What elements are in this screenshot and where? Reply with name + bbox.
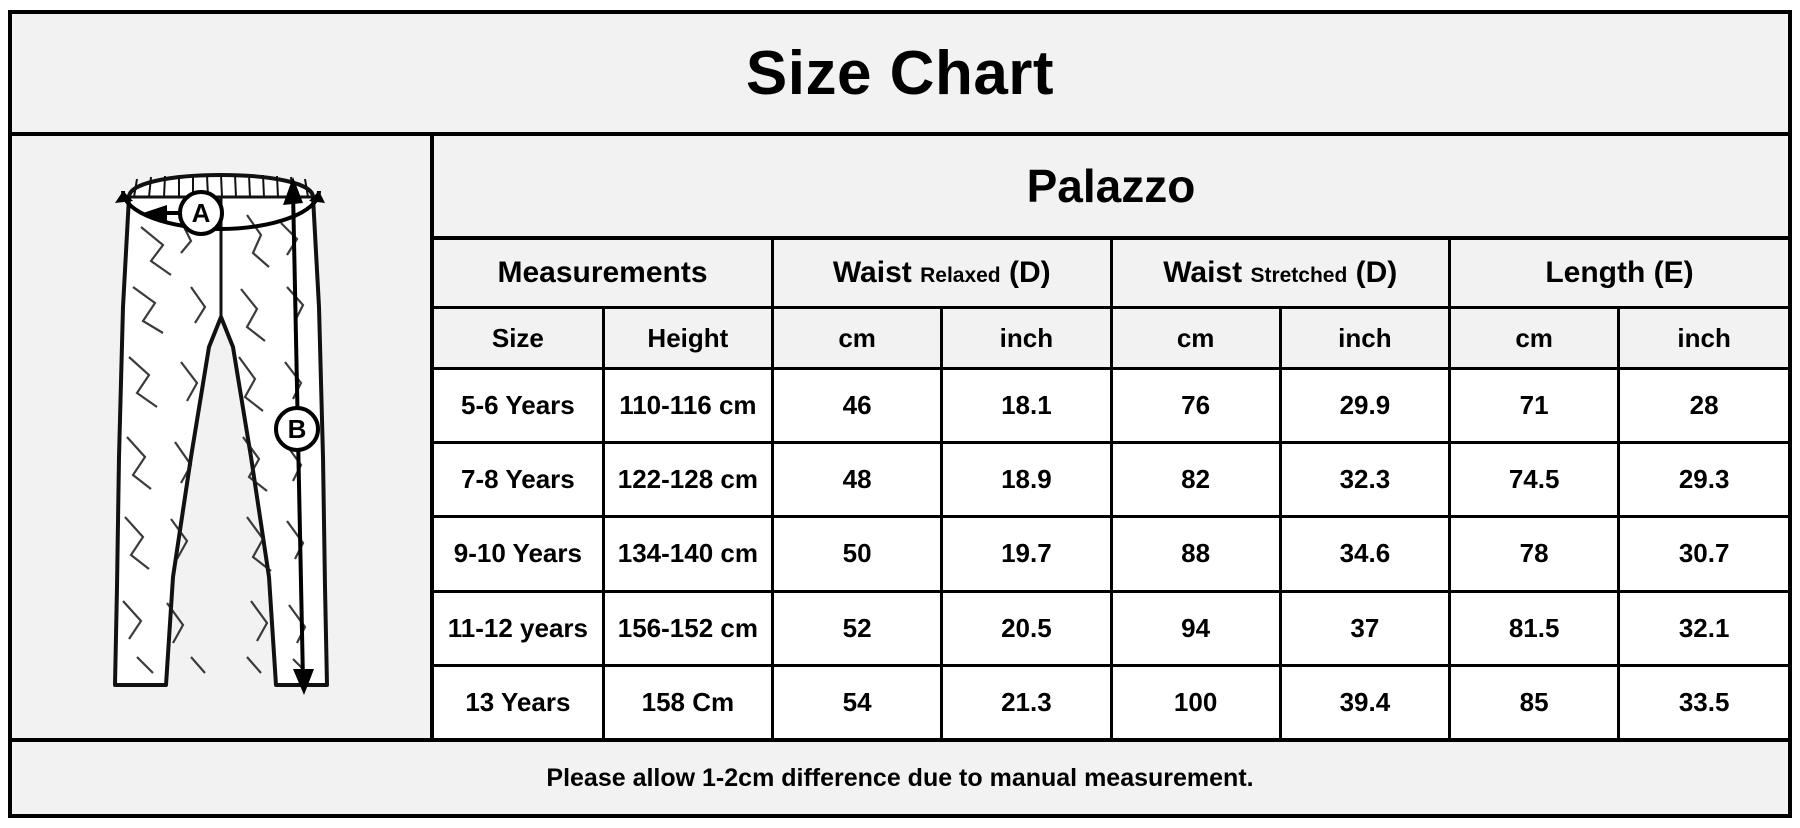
column-header-waist-stretched-inch: inch (1280, 308, 1449, 369)
group-header-length: Length (E) (1450, 240, 1789, 308)
cell-waist-stretched-inch: 37 (1280, 591, 1449, 665)
table-row (434, 517, 1788, 591)
cell-length-cm: 81.5 (1450, 591, 1619, 665)
cell-length-inch: 30.7 (1619, 517, 1788, 591)
group-header-waist-relaxed-main: Waist (832, 256, 912, 289)
chart-body (12, 136, 1788, 738)
cell-waist-stretched-cm: 94 (1111, 591, 1280, 665)
cell-size: 5-6 Years (434, 369, 603, 443)
column-header-length-cm: cm (1450, 308, 1619, 369)
cell-waist-stretched-cm: 100 (1111, 665, 1280, 738)
cell-height: 156-152 cm (603, 591, 772, 665)
table-column-header-row (434, 308, 1788, 369)
column-header-height: Height (603, 308, 772, 369)
cell-waist-relaxed-cm: 48 (773, 443, 942, 517)
marker-a-label: A (191, 198, 211, 228)
column-header-waist-relaxed-cm: cm (773, 308, 942, 369)
cell-height: 158 Cm (603, 665, 772, 738)
cell-length-cm: 71 (1450, 369, 1619, 443)
table-row (434, 369, 1788, 443)
group-header-measurements: Measurements (434, 240, 773, 308)
group-header-waist-stretched (1111, 240, 1450, 308)
group-header-waist-stretched-code: (D) (1355, 256, 1398, 289)
cell-length-inch: 33.5 (1619, 665, 1788, 738)
table-group-header-row (434, 240, 1788, 308)
cell-waist-relaxed-cm: 52 (773, 591, 942, 665)
cell-waist-relaxed-inch: 19.7 (942, 517, 1111, 591)
cell-waist-stretched-inch: 29.9 (1280, 369, 1449, 443)
column-header-length-inch: inch (1619, 308, 1788, 369)
cell-size: 9-10 Years (434, 517, 603, 591)
measurement-note: Please allow 1-2cm difference due to manual measurement. (546, 763, 1254, 792)
group-header-waist-stretched-sub: Stretched (1250, 264, 1348, 287)
cell-waist-stretched-inch: 39.4 (1280, 665, 1449, 738)
cell-length-inch: 29.3 (1619, 443, 1788, 517)
cell-waist-stretched-inch: 32.3 (1280, 443, 1449, 517)
chart-title-band (12, 14, 1788, 136)
product-name: Palazzo (1026, 160, 1196, 212)
cell-waist-relaxed-cm: 50 (773, 517, 942, 591)
pants-diagram-icon (71, 157, 371, 717)
cell-waist-stretched-inch: 34.6 (1280, 517, 1449, 591)
cell-waist-relaxed-inch: 18.9 (942, 443, 1111, 517)
cell-height: 110-116 cm (603, 369, 772, 443)
column-header-waist-relaxed-inch: inch (942, 308, 1111, 369)
page-title: Size Chart (745, 38, 1055, 108)
cell-waist-stretched-cm: 76 (1111, 369, 1280, 443)
cell-length-cm: 85 (1450, 665, 1619, 738)
cell-length-cm: 74.5 (1450, 443, 1619, 517)
size-table (434, 240, 1788, 738)
cell-waist-stretched-cm: 82 (1111, 443, 1280, 517)
size-table-container (434, 136, 1788, 738)
group-header-waist-relaxed (773, 240, 1112, 308)
cell-length-cm: 78 (1450, 517, 1619, 591)
marker-b-label: B (287, 414, 307, 444)
product-illustration (12, 136, 434, 738)
column-header-size: Size (434, 308, 603, 369)
product-name-row (434, 136, 1788, 240)
cell-length-inch: 28 (1619, 369, 1788, 443)
cell-height: 122-128 cm (603, 443, 772, 517)
cell-waist-relaxed-cm: 46 (773, 369, 942, 443)
cell-size: 7-8 Years (434, 443, 603, 517)
cell-waist-relaxed-inch: 18.1 (942, 369, 1111, 443)
cell-waist-relaxed-inch: 20.5 (942, 591, 1111, 665)
column-header-waist-stretched-cm: cm (1111, 308, 1280, 369)
group-header-waist-stretched-main: Waist (1163, 256, 1243, 289)
measurement-note-band (12, 738, 1788, 814)
cell-size: 13 Years (434, 665, 603, 738)
table-row (434, 665, 1788, 738)
group-header-waist-relaxed-code: (D) (1008, 256, 1051, 289)
cell-waist-relaxed-inch: 21.3 (942, 665, 1111, 738)
cell-waist-relaxed-cm: 54 (773, 665, 942, 738)
cell-height: 134-140 cm (603, 517, 772, 591)
size-chart-frame (8, 10, 1792, 818)
cell-waist-stretched-cm: 88 (1111, 517, 1280, 591)
table-row (434, 591, 1788, 665)
cell-length-inch: 32.1 (1619, 591, 1788, 665)
cell-size: 11-12 years (434, 591, 603, 665)
table-row (434, 443, 1788, 517)
group-header-waist-relaxed-sub: Relaxed (920, 264, 1001, 287)
